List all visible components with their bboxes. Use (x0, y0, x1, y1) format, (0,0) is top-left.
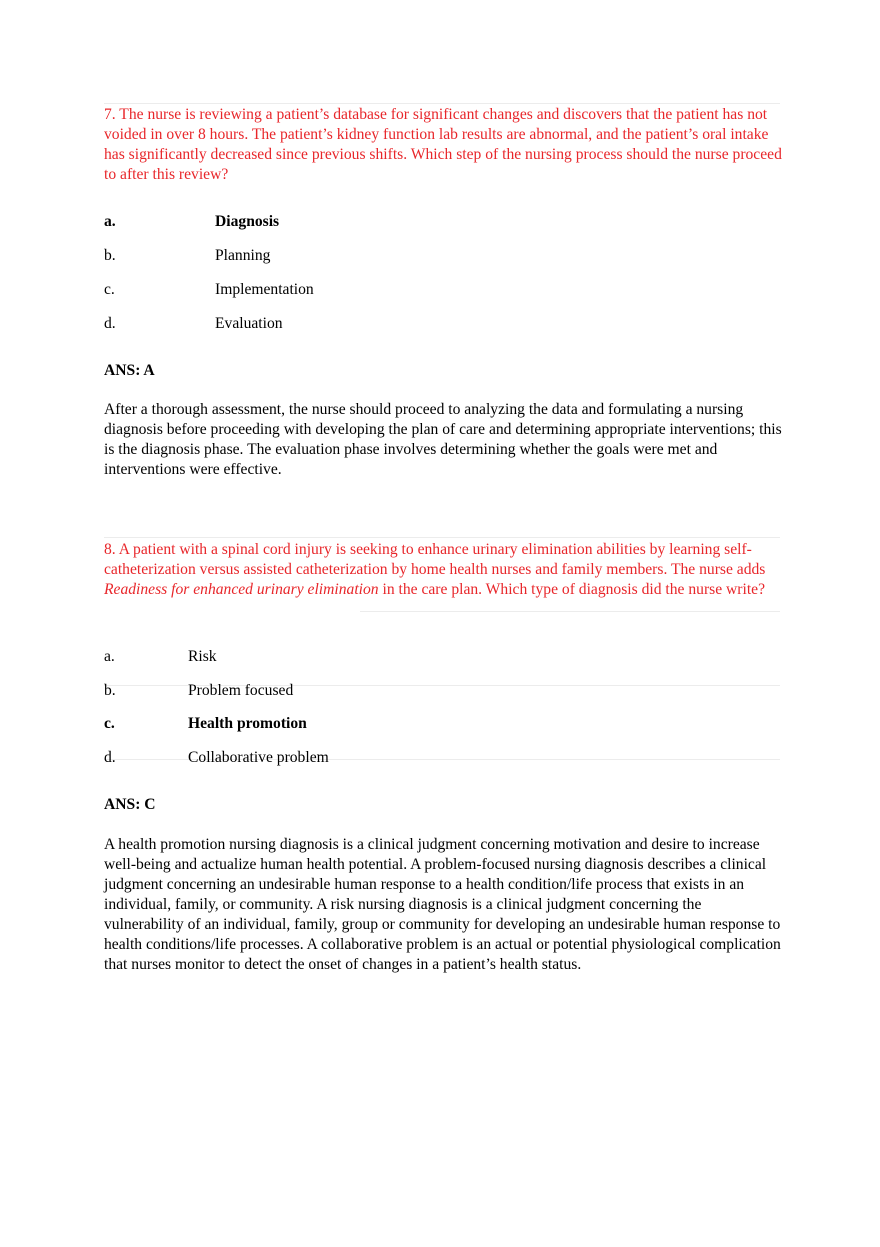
question-7-option-b (104, 246, 504, 266)
option-letter: c. (104, 281, 115, 298)
option-letter: d. (104, 315, 116, 332)
question-7-answer: ANS: A (104, 362, 155, 379)
question-8-stem-italic: Readiness for enhanced urinary elimination (104, 581, 379, 598)
option-text: Planning (215, 247, 271, 264)
question-7-option-c (104, 280, 504, 300)
question-7-stem (104, 105, 784, 185)
option-letter: a. (104, 648, 115, 665)
option-letter: d. (104, 749, 116, 766)
question-8-stem-text-end: in the care plan. Which type of diagnosis did the nurse write? (378, 581, 766, 598)
option-text: Evaluation (215, 315, 283, 332)
separator-rule (104, 103, 780, 104)
option-text: Problem focused (188, 682, 294, 699)
option-letter: b. (104, 247, 116, 264)
question-7-rationale: After a thorough assessment, the nurse should proceed to analyzing the data and formulating a nursing diagnosis before proceeding with developing the plan of care and determining appropriate interventions; this is the diagnosis phase. The evaluation phase involves determining whether the goals were met and interventions were effective. (104, 401, 782, 478)
option-letter: c. (104, 715, 115, 732)
option-letter: a. (104, 213, 116, 230)
separator-rule (360, 611, 780, 612)
question-8-stem-text: 8. A patient with a spinal cord injury is seeking to enhance urinary elimination abilities by learning self-catheterization versus assisted catheterization by home health nurses and family members. The nurse adds (104, 541, 766, 578)
question-7-stem-text: 7. The nurse is reviewing a patient’s database for significant changes and discovers that the patient has not voided in over 8 hours. The patient’s kidney function lab results are abnormal, and the patient’s oral intake has significantly decreased since previous shifts. Which step of the nursing process should the nurse proceed to after this review? (104, 106, 782, 183)
question-7-option-d (104, 314, 504, 334)
separator-rule (104, 537, 780, 538)
option-text: Risk (188, 648, 217, 665)
option-text: Implementation (215, 281, 314, 298)
option-text: Health promotion (188, 715, 307, 732)
question-8-rationale: A health promotion nursing diagnosis is a clinical judgment concerning motivation and desire to increase well-being and actualize human health potential. A problem-focused nursing diagnosis describes a clinical judgment concerning an undesirable human response to a health condition/life process that exists in an individual, family, or community. A risk nursing diagnosis is a clinical judgment concerning the vulnerability of an individual, family, group or community for developing an undesirable human response to health conditions/life processes. A collaborative problem is an actual or potential physiological complication that nurses monitor to detect the onset of changes in a patient’s health status. (104, 836, 781, 973)
option-letter: b. (104, 682, 116, 699)
option-text: Collaborative problem (188, 749, 329, 766)
question-7-option-a (104, 212, 504, 232)
question-8-stem (104, 540, 784, 600)
question-8-option-c (104, 714, 504, 734)
question-8-option-a (104, 647, 504, 667)
option-text: Diagnosis (215, 213, 280, 230)
question-8-option-b (104, 681, 504, 701)
question-8-answer: ANS: C (104, 796, 156, 813)
question-8-option-d (104, 748, 504, 768)
